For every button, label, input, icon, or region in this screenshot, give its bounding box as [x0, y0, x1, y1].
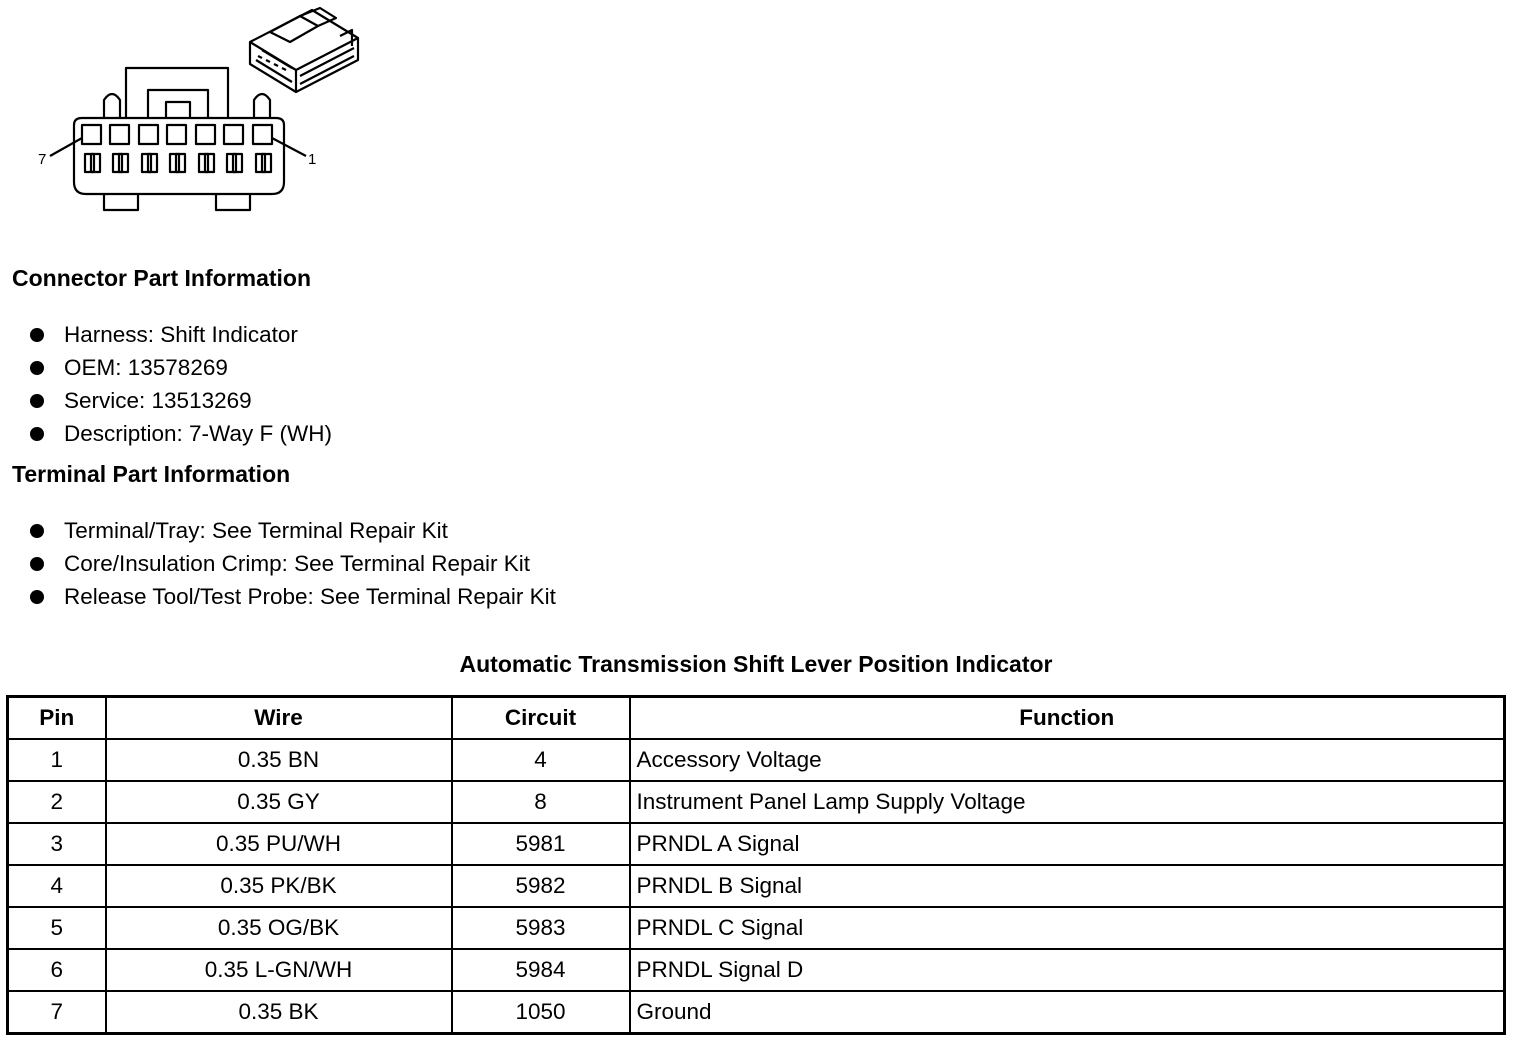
connector-front-view: [50, 68, 306, 210]
cell-function: PRNDL Signal D: [630, 949, 1505, 991]
cell-circuit: 5983: [452, 907, 630, 949]
cell-wire: 0.35 L-GN/WH: [106, 949, 452, 991]
cell-pin: 1: [8, 739, 106, 781]
bullet-icon: [30, 524, 44, 538]
cell-pin: 6: [8, 949, 106, 991]
list-item: Harness: Shift Indicator: [28, 318, 332, 351]
bullet-icon: [30, 557, 44, 571]
header-pin: Pin: [8, 697, 106, 740]
table-row: [8, 823, 1505, 865]
bullet-icon: [30, 590, 44, 604]
cell-function: PRNDL C Signal: [630, 907, 1505, 949]
cell-wire: 0.35 PK/BK: [106, 865, 452, 907]
cell-circuit: 5984: [452, 949, 630, 991]
cell-circuit: 8: [452, 781, 630, 823]
table-header-row: [8, 697, 1505, 740]
table-row: [8, 781, 1505, 823]
cell-circuit: 1050: [452, 991, 630, 1034]
pin-7-label: 7: [38, 151, 47, 168]
cell-wire: 0.35 PU/WH: [106, 823, 452, 865]
cell-function: Accessory Voltage: [630, 739, 1505, 781]
cell-wire: 0.35 BN: [106, 739, 452, 781]
table-row: [8, 949, 1505, 991]
header-wire: Wire: [106, 697, 452, 740]
cell-pin: 5: [8, 907, 106, 949]
list-item: Terminal/Tray: See Terminal Repair Kit: [28, 514, 556, 547]
list-item: OEM: 13578269: [28, 351, 332, 384]
cell-function: PRNDL B Signal: [630, 865, 1505, 907]
table-row: [8, 865, 1505, 907]
connector-part-info-list: [28, 318, 332, 450]
cell-circuit: 5981: [452, 823, 630, 865]
cell-pin: 2: [8, 781, 106, 823]
cell-pin: 3: [8, 823, 106, 865]
list-item: Core/Insulation Crimp: See Terminal Repair Kit: [28, 547, 556, 580]
cell-circuit: 4: [452, 739, 630, 781]
cell-circuit: 5982: [452, 865, 630, 907]
terminal-part-info-heading: Terminal Part Information: [12, 461, 291, 487]
connector-isometric-view: [250, 8, 358, 92]
cell-pin: 7: [8, 991, 106, 1034]
bullet-icon: [30, 361, 44, 375]
cell-pin: 4: [8, 865, 106, 907]
table-row: [8, 991, 1505, 1034]
table-row: [8, 739, 1505, 781]
cell-wire: 0.35 BK: [106, 991, 452, 1034]
connector-part-info-heading: Connector Part Information: [12, 265, 312, 291]
header-circuit: Circuit: [452, 697, 630, 740]
cell-wire: 0.35 OG/BK: [106, 907, 452, 949]
pinout-table: [6, 695, 1506, 1035]
table-row: [8, 907, 1505, 949]
header-function: Function: [630, 697, 1505, 740]
bullet-icon: [30, 427, 44, 441]
cell-wire: 0.35 GY: [106, 781, 452, 823]
list-item: Service: 13513269: [28, 384, 332, 417]
connector-diagram: [0, 0, 380, 225]
cell-function: PRNDL A Signal: [630, 823, 1505, 865]
cell-function: Instrument Panel Lamp Supply Voltage: [630, 781, 1505, 823]
bullet-icon: [30, 394, 44, 408]
pin-1-label: 1: [308, 151, 317, 168]
list-item: Release Tool/Test Probe: See Terminal Repair Kit: [28, 580, 556, 613]
terminal-part-info-list: [28, 514, 556, 613]
bullet-icon: [30, 328, 44, 342]
cell-function: Ground: [630, 991, 1505, 1034]
list-item: Description: 7-Way F (WH): [28, 417, 332, 450]
table-title: Automatic Transmission Shift Lever Position Indicator: [459, 651, 1053, 677]
